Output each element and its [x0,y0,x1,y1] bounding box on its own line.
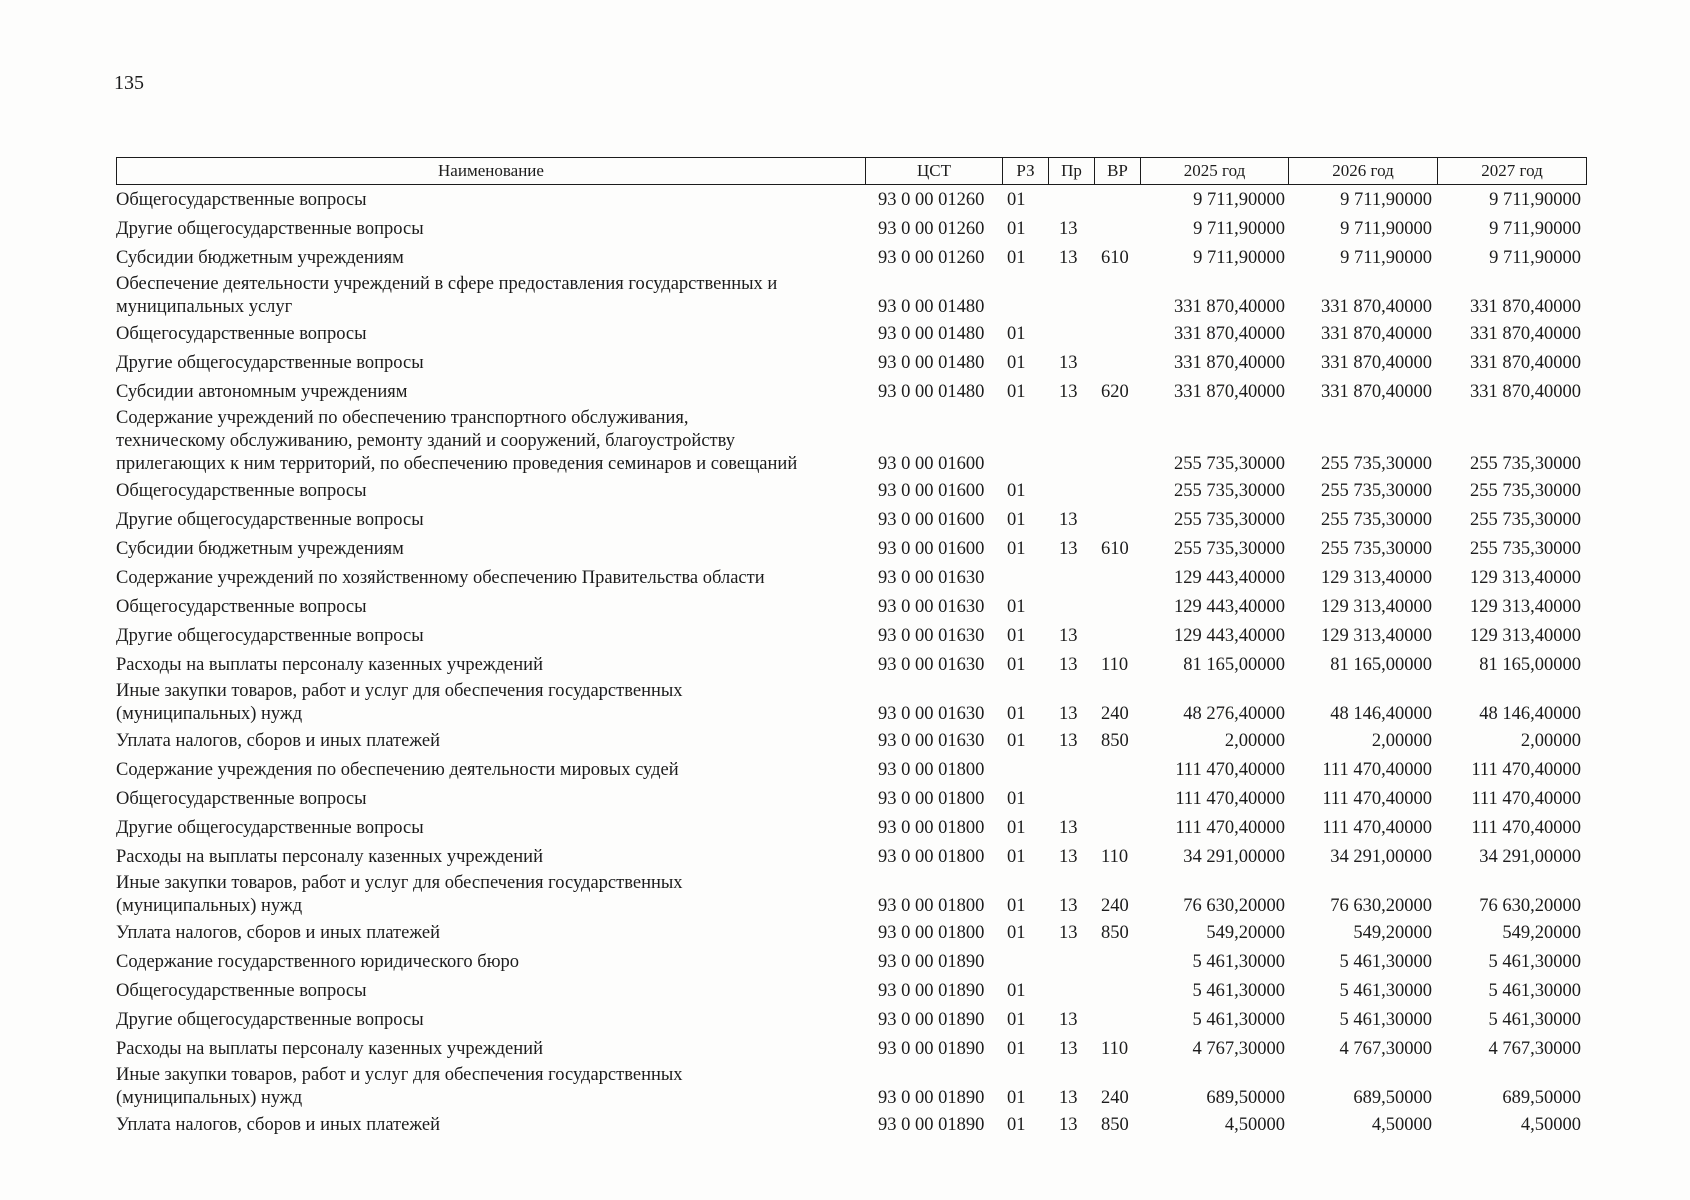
row-rz: 01 [1007,219,1026,239]
row-pr: 13 [1059,1039,1078,1059]
table-row [116,872,1586,919]
row-value-2026: 255 735,30000 [1321,539,1432,559]
row-pr: 13 [1059,1010,1078,1030]
row-vr [1093,319,1139,322]
row-value-2025: 48 276,40000 [1183,704,1285,724]
row-rz: 01 [1007,1010,1026,1030]
row-cst: 93 0 00 01630 [878,704,985,724]
row-rz: 01 [1007,704,1026,724]
row-value-2027: 549,20000 [1502,923,1581,943]
row-value-2027: 5 461,30000 [1488,981,1581,1001]
row-value-2026: 331 870,40000 [1321,297,1432,317]
row-rz: 01 [1007,981,1026,1001]
row-value-2025: 331 870,40000 [1174,324,1285,344]
table-row [116,814,1586,843]
table-row [116,378,1586,407]
row-value-2026: 5 461,30000 [1339,1010,1432,1030]
row-vr [1093,346,1139,349]
table-row [116,919,1586,948]
row-value-2026: 129 313,40000 [1321,626,1432,646]
table-row [116,477,1586,506]
row-cst: 93 0 00 01800 [878,896,985,916]
row-value-2027: 2,00000 [1520,731,1581,751]
table-row [116,320,1586,349]
row-pr [1047,619,1093,622]
row-name: Общегосударственные вопросы [116,481,367,501]
row-value-2027: 9 711,90000 [1489,219,1581,239]
table-row [116,349,1586,378]
row-cst: 93 0 00 01600 [878,481,985,501]
page-number: 135 [114,72,144,94]
row-value-2025: 111 470,40000 [1175,789,1285,809]
row-name: Другие общегосударственные вопросы [116,1010,424,1030]
row-name: Содержание учреждений по обеспечению транспортного обслуживания, техническому обслуживанию, ремонту зданий и сооружений, благоустройству прилегающих к ним территорий, по обеспечению проведения семинаров и совещаний [116,408,798,474]
row-name: Уплата налогов, сборов и иных платежей [116,923,441,943]
row-name: Субсидии бюджетным учреждениям [116,248,404,268]
table-row [116,1111,1586,1140]
row-name: Иные закупки товаров, работ и услуг для обеспечения государственных (муниципальных) нужд [116,1065,683,1108]
row-pr: 13 [1059,923,1078,943]
row-value-2027: 255 735,30000 [1470,481,1581,501]
row-value-2025: 9 711,90000 [1193,190,1285,210]
table-row [116,407,1586,477]
row-pr [1047,974,1093,977]
row-value-2025: 255 735,30000 [1174,539,1285,559]
row-vr [1093,212,1139,215]
row-pr [1047,212,1093,215]
row-pr [1047,782,1093,785]
table-row [116,215,1586,244]
row-rz [1001,782,1047,785]
row-value-2026: 331 870,40000 [1321,324,1432,344]
row-rz: 01 [1007,190,1026,210]
row-pr: 13 [1059,847,1078,867]
row-value-2027: 331 870,40000 [1470,353,1581,373]
header-2026: 2026 год [1288,158,1437,184]
row-value-2027: 331 870,40000 [1470,324,1581,344]
row-cst: 93 0 00 01480 [878,353,985,373]
table-row [116,1006,1586,1035]
header-rz: РЗ [1002,158,1048,184]
row-rz: 01 [1007,626,1026,646]
row-rz: 01 [1007,1115,1026,1135]
row-pr: 13 [1059,353,1078,373]
row-cst: 93 0 00 01480 [878,297,985,317]
row-value-2027: 5 461,30000 [1488,1010,1581,1030]
table-row [116,535,1586,564]
row-value-2026: 48 146,40000 [1330,704,1432,724]
row-value-2027: 4 767,30000 [1488,1039,1581,1059]
row-name: Уплата налогов, сборов и иных платежей [116,1115,441,1135]
row-value-2026: 549,20000 [1353,923,1432,943]
row-cst: 93 0 00 01630 [878,597,985,617]
row-pr: 13 [1059,704,1078,724]
row-rz: 01 [1007,353,1026,373]
row-cst: 93 0 00 01890 [878,1039,985,1059]
table-row [116,1035,1586,1064]
row-pr [1047,1003,1093,1006]
row-value-2026: 689,50000 [1353,1088,1432,1108]
row-name: Другие общегосударственные вопросы [116,353,424,373]
row-value-2026: 4,50000 [1371,1115,1432,1135]
row-value-2025: 255 735,30000 [1174,454,1285,474]
row-rz: 01 [1007,248,1026,268]
row-value-2027: 255 735,30000 [1470,539,1581,559]
row-name: Другие общегосударственные вопросы [116,818,424,838]
row-value-2027: 255 735,30000 [1470,510,1581,530]
row-value-2025: 9 711,90000 [1193,248,1285,268]
row-name: Иные закупки товаров, работ и услуг для обеспечения государственных (муниципальных) нужд [116,873,683,916]
row-cst: 93 0 00 01260 [878,190,985,210]
row-vr: 240 [1101,896,1129,916]
row-value-2025: 549,20000 [1206,923,1285,943]
row-value-2027: 9 711,90000 [1489,190,1581,210]
table-row [116,843,1586,872]
row-pr: 13 [1059,1115,1078,1135]
header-cst: ЦСТ [865,158,1002,184]
row-vr [1093,619,1139,622]
row-pr: 13 [1059,896,1078,916]
row-vr: 110 [1101,1039,1129,1059]
row-value-2027: 129 313,40000 [1470,626,1581,646]
row-value-2026: 255 735,30000 [1321,510,1432,530]
row-name: Содержание государственного юридического бюро [116,952,520,972]
row-name: Содержание учреждения по обеспечению деятельности мировых судей [116,760,679,780]
row-value-2025: 5 461,30000 [1192,952,1285,972]
row-vr: 110 [1101,655,1129,675]
row-cst: 93 0 00 01630 [878,655,985,675]
row-value-2027: 9 711,90000 [1489,248,1581,268]
header-2027: 2027 год [1437,158,1586,184]
table-header [116,157,1587,185]
row-vr: 610 [1101,248,1129,268]
row-value-2026: 111 470,40000 [1322,789,1432,809]
row-vr [1093,1003,1139,1006]
row-value-2025: 331 870,40000 [1174,297,1285,317]
row-value-2025: 34 291,00000 [1183,847,1285,867]
row-cst: 93 0 00 01800 [878,818,985,838]
row-vr [1093,811,1139,814]
row-vr: 610 [1101,539,1129,559]
row-value-2025: 255 735,30000 [1174,510,1285,530]
row-vr [1093,840,1139,843]
row-value-2027: 111 470,40000 [1471,789,1581,809]
row-value-2026: 76 630,20000 [1330,896,1432,916]
row-value-2025: 331 870,40000 [1174,382,1285,402]
row-name: Другие общегосударственные вопросы [116,510,424,530]
header-pr: Пр [1048,158,1094,184]
row-pr: 13 [1059,510,1078,530]
row-vr [1093,648,1139,651]
row-rz: 01 [1007,510,1026,530]
table-row [116,273,1586,320]
row-vr [1093,590,1139,593]
row-cst: 93 0 00 01890 [878,1115,985,1135]
row-pr: 13 [1059,626,1078,646]
row-rz: 01 [1007,382,1026,402]
row-value-2027: 48 146,40000 [1479,704,1581,724]
row-value-2026: 255 735,30000 [1321,481,1432,501]
row-name: Другие общегосударственные вопросы [116,219,424,239]
row-value-2025: 129 443,40000 [1174,597,1285,617]
row-value-2027: 331 870,40000 [1470,297,1581,317]
table-row [116,727,1586,756]
row-value-2025: 129 443,40000 [1174,626,1285,646]
row-value-2026: 4 767,30000 [1339,1039,1432,1059]
row-cst: 93 0 00 01890 [878,1088,985,1108]
table-row [116,756,1586,785]
row-cst: 93 0 00 01800 [878,760,985,780]
row-vr: 240 [1101,1088,1129,1108]
row-name: Общегосударственные вопросы [116,789,367,809]
row-value-2027: 34 291,00000 [1479,847,1581,867]
row-rz: 01 [1007,923,1026,943]
row-value-2026: 34 291,00000 [1330,847,1432,867]
row-cst: 93 0 00 01600 [878,539,985,559]
row-vr [1093,503,1139,506]
row-cst: 93 0 00 01630 [878,731,985,751]
row-cst: 93 0 00 01800 [878,923,985,943]
row-vr [1093,532,1139,535]
row-pr: 13 [1059,539,1078,559]
row-pr: 13 [1059,1088,1078,1108]
row-name: Субсидии бюджетным учреждениям [116,539,404,559]
row-value-2026: 129 313,40000 [1321,597,1432,617]
table-row [116,564,1586,593]
table-row [116,244,1586,273]
row-value-2026: 9 711,90000 [1340,190,1432,210]
table-row [116,977,1586,1006]
row-value-2025: 81 165,00000 [1183,655,1285,675]
row-value-2025: 4 767,30000 [1192,1039,1285,1059]
row-rz [1001,590,1047,593]
row-pr: 13 [1059,248,1078,268]
row-value-2027: 331 870,40000 [1470,382,1581,402]
table-row [116,651,1586,680]
header-2025: 2025 год [1140,158,1288,184]
row-name: Расходы на выплаты персоналу казенных учреждений [116,847,543,867]
row-cst: 93 0 00 01260 [878,219,985,239]
row-pr: 13 [1059,731,1078,751]
row-name: Общегосударственные вопросы [116,981,367,1001]
row-value-2027: 5 461,30000 [1488,952,1581,972]
row-value-2026: 5 461,30000 [1339,952,1432,972]
row-cst: 93 0 00 01630 [878,568,985,588]
row-value-2026: 81 165,00000 [1330,655,1432,675]
row-rz: 01 [1007,818,1026,838]
row-name: Другие общегосударственные вопросы [116,626,424,646]
row-rz: 01 [1007,731,1026,751]
row-value-2027: 81 165,00000 [1479,655,1581,675]
table-row [116,622,1586,651]
row-value-2026: 5 461,30000 [1339,981,1432,1001]
row-vr: 110 [1101,847,1129,867]
row-pr [1047,319,1093,322]
row-pr: 13 [1059,382,1078,402]
row-vr [1093,974,1139,977]
row-cst: 93 0 00 01260 [878,248,985,268]
row-pr [1047,811,1093,814]
row-rz: 01 [1007,539,1026,559]
row-vr: 850 [1101,923,1129,943]
row-rz: 01 [1007,597,1026,617]
row-value-2027: 689,50000 [1502,1088,1581,1108]
row-rz: 01 [1007,896,1026,916]
row-value-2025: 129 443,40000 [1174,568,1285,588]
row-vr: 240 [1101,704,1129,724]
row-value-2027: 4,50000 [1520,1115,1581,1135]
row-name: Общегосударственные вопросы [116,597,367,617]
row-pr [1047,476,1093,479]
row-vr [1093,241,1139,244]
row-pr: 13 [1059,219,1078,239]
row-rz [1001,974,1047,977]
row-vr [1093,375,1139,378]
row-cst: 93 0 00 01480 [878,324,985,344]
row-rz: 01 [1007,481,1026,501]
row-name: Уплата налогов, сборов и иных платежей [116,731,441,751]
row-value-2026: 331 870,40000 [1321,382,1432,402]
table-row [116,1064,1586,1111]
row-vr: 850 [1101,1115,1129,1135]
row-rz [1001,319,1047,322]
row-value-2025: 5 461,30000 [1192,1010,1285,1030]
row-value-2025: 4,50000 [1224,1115,1285,1135]
row-value-2025: 9 711,90000 [1193,219,1285,239]
row-vr: 620 [1101,382,1129,402]
row-value-2026: 129 313,40000 [1321,568,1432,588]
row-value-2025: 111 470,40000 [1175,760,1285,780]
row-value-2027: 129 313,40000 [1470,568,1581,588]
row-name: Субсидии автономным учреждениям [116,382,408,402]
table-row [116,948,1586,977]
row-vr: 850 [1101,731,1129,751]
table-row [116,593,1586,622]
row-rz: 01 [1007,847,1026,867]
row-name: Расходы на выплаты персоналу казенных учреждений [116,1039,543,1059]
row-value-2027: 111 470,40000 [1471,818,1581,838]
row-value-2026: 255 735,30000 [1321,454,1432,474]
row-cst: 93 0 00 01600 [878,510,985,530]
row-value-2027: 129 313,40000 [1470,597,1581,617]
row-name: Общегосударственные вопросы [116,324,367,344]
row-cst: 93 0 00 01890 [878,1010,985,1030]
row-value-2025: 76 630,20000 [1183,896,1285,916]
row-cst: 93 0 00 01800 [878,789,985,809]
header-name: Наименование [438,161,544,180]
row-pr [1047,503,1093,506]
row-rz [1001,476,1047,479]
row-value-2025: 689,50000 [1206,1088,1285,1108]
row-value-2025: 255 735,30000 [1174,481,1285,501]
row-rz: 01 [1007,655,1026,675]
row-cst: 93 0 00 01480 [878,382,985,402]
row-value-2025: 2,00000 [1224,731,1285,751]
row-name: Общегосударственные вопросы [116,190,367,210]
row-vr [1093,1032,1139,1035]
row-cst: 93 0 00 01600 [878,454,985,474]
row-vr [1093,782,1139,785]
row-pr [1047,346,1093,349]
row-value-2026: 2,00000 [1371,731,1432,751]
row-vr [1093,476,1139,479]
row-name: Обеспечение деятельности учреждений в сфере предоставления государственных и муниципальных услуг [116,274,778,317]
row-name: Расходы на выплаты персоналу казенных учреждений [116,655,543,675]
row-pr: 13 [1059,655,1078,675]
row-value-2025: 331 870,40000 [1174,353,1285,373]
row-pr: 13 [1059,818,1078,838]
table-row [116,785,1586,814]
row-value-2026: 111 470,40000 [1322,760,1432,780]
row-cst: 93 0 00 01630 [878,626,985,646]
row-value-2026: 111 470,40000 [1322,818,1432,838]
row-rz: 01 [1007,324,1026,344]
row-rz: 01 [1007,1039,1026,1059]
row-value-2025: 111 470,40000 [1175,818,1285,838]
row-value-2027: 76 630,20000 [1479,896,1581,916]
row-cst: 93 0 00 01800 [878,847,985,867]
table-row [116,186,1586,215]
header-vr: ВР [1094,158,1140,184]
row-rz: 01 [1007,789,1026,809]
row-rz: 01 [1007,1088,1026,1108]
table-row [116,506,1586,535]
row-name: Содержание учреждений по хозяйственному обеспечению Правительства области [116,568,765,588]
row-name: Иные закупки товаров, работ и услуг для обеспечения государственных (муниципальных) нужд [116,681,683,724]
row-value-2027: 111 470,40000 [1471,760,1581,780]
row-cst: 93 0 00 01890 [878,981,985,1001]
row-value-2026: 9 711,90000 [1340,219,1432,239]
row-value-2026: 9 711,90000 [1340,248,1432,268]
row-cst: 93 0 00 01890 [878,952,985,972]
row-value-2025: 5 461,30000 [1192,981,1285,1001]
row-value-2026: 331 870,40000 [1321,353,1432,373]
table-body [116,186,1586,1140]
table-row [116,680,1586,727]
row-value-2027: 255 735,30000 [1470,454,1581,474]
row-pr [1047,590,1093,593]
